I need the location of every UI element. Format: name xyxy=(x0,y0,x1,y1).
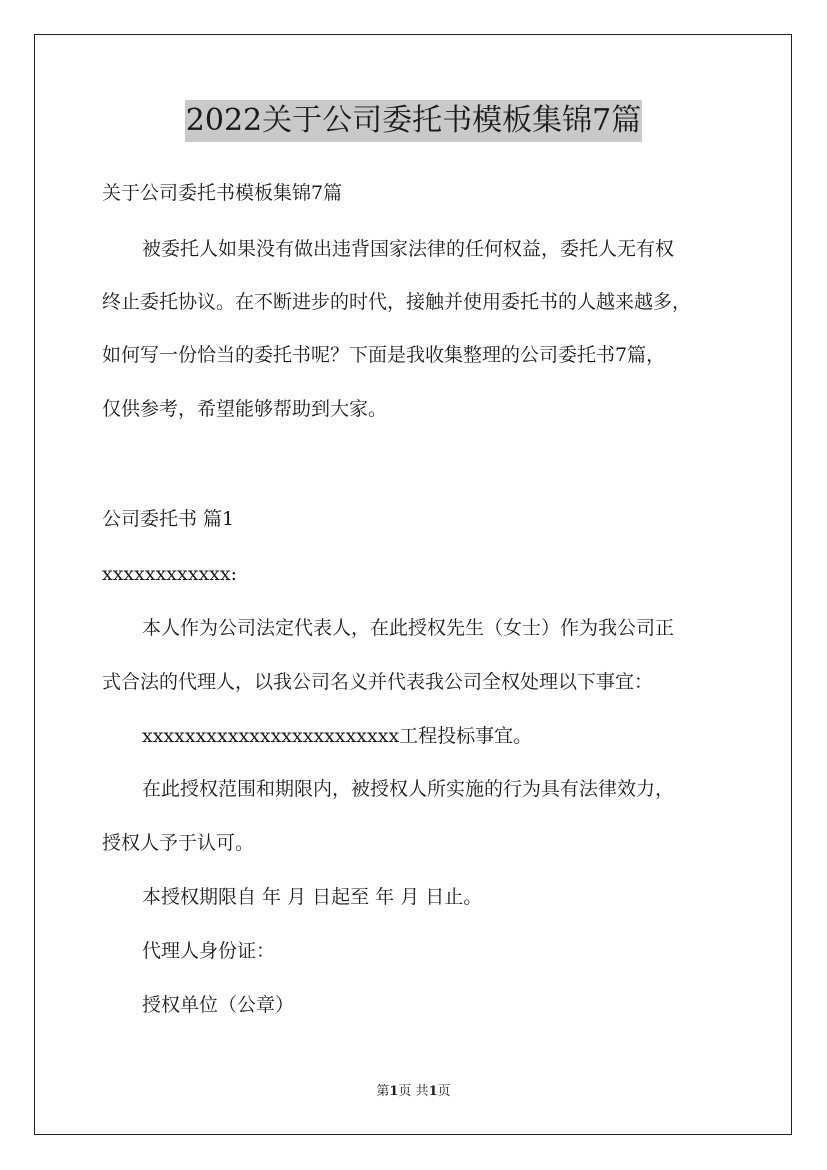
section-heading: 公司委托书 篇1 xyxy=(102,508,235,530)
intro-line-4: 仅供参考，希望能够帮助到大家。 xyxy=(102,398,388,420)
document-subtitle: 关于公司委托书模板集锦7篇 xyxy=(102,182,343,204)
body-line-6: 本授权期限自 年 月 日起至 年 月 日止。 xyxy=(142,886,483,908)
intro-line-1: 被委托人如果没有做出违背国家法律的任何权益，委托人无有权 xyxy=(142,238,675,260)
title-container xyxy=(0,100,827,142)
page-footer xyxy=(0,1083,827,1101)
footer-page-number: 1 xyxy=(389,1084,399,1099)
intro-line-3: 如何写一份恰当的委托书呢？下面是我收集整理的公司委托书7篇， xyxy=(102,344,666,366)
body-line-7: 代理人身份证： xyxy=(142,940,276,962)
body-line-1: 本人作为公司法定代表人，在此授权先生（女士）作为我公司正 xyxy=(142,617,675,639)
body-line-8: 授权单位（公章） xyxy=(142,994,295,1016)
footer-prefix: 第 xyxy=(376,1084,390,1099)
addressee: xxxxxxxxxxxx: xyxy=(102,563,237,585)
body-line-4: 在此授权范围和期限内，被授权人所实施的行为具有法律效力， xyxy=(142,778,675,800)
document-title: 2022关于公司委托书模板集锦7篇 xyxy=(185,100,642,142)
body-line-5: 授权人予于认可。 xyxy=(102,832,255,854)
body-line-3: xxxxxxxxxxxxxxxxxxxxxxxx工程投标事宜。 xyxy=(142,725,533,747)
footer-total-pages: 1 xyxy=(428,1084,438,1099)
footer-suffix: 页 xyxy=(437,1084,451,1099)
body-line-2: 式合法的代理人，以我公司名义并代表我公司全权处理以下事宜： xyxy=(102,671,654,693)
intro-line-2: 终止委托协议。在不断进步的时代，接触并使用委托书的人越来越多， xyxy=(102,291,692,313)
footer-mid: 页 共 xyxy=(398,1084,429,1099)
